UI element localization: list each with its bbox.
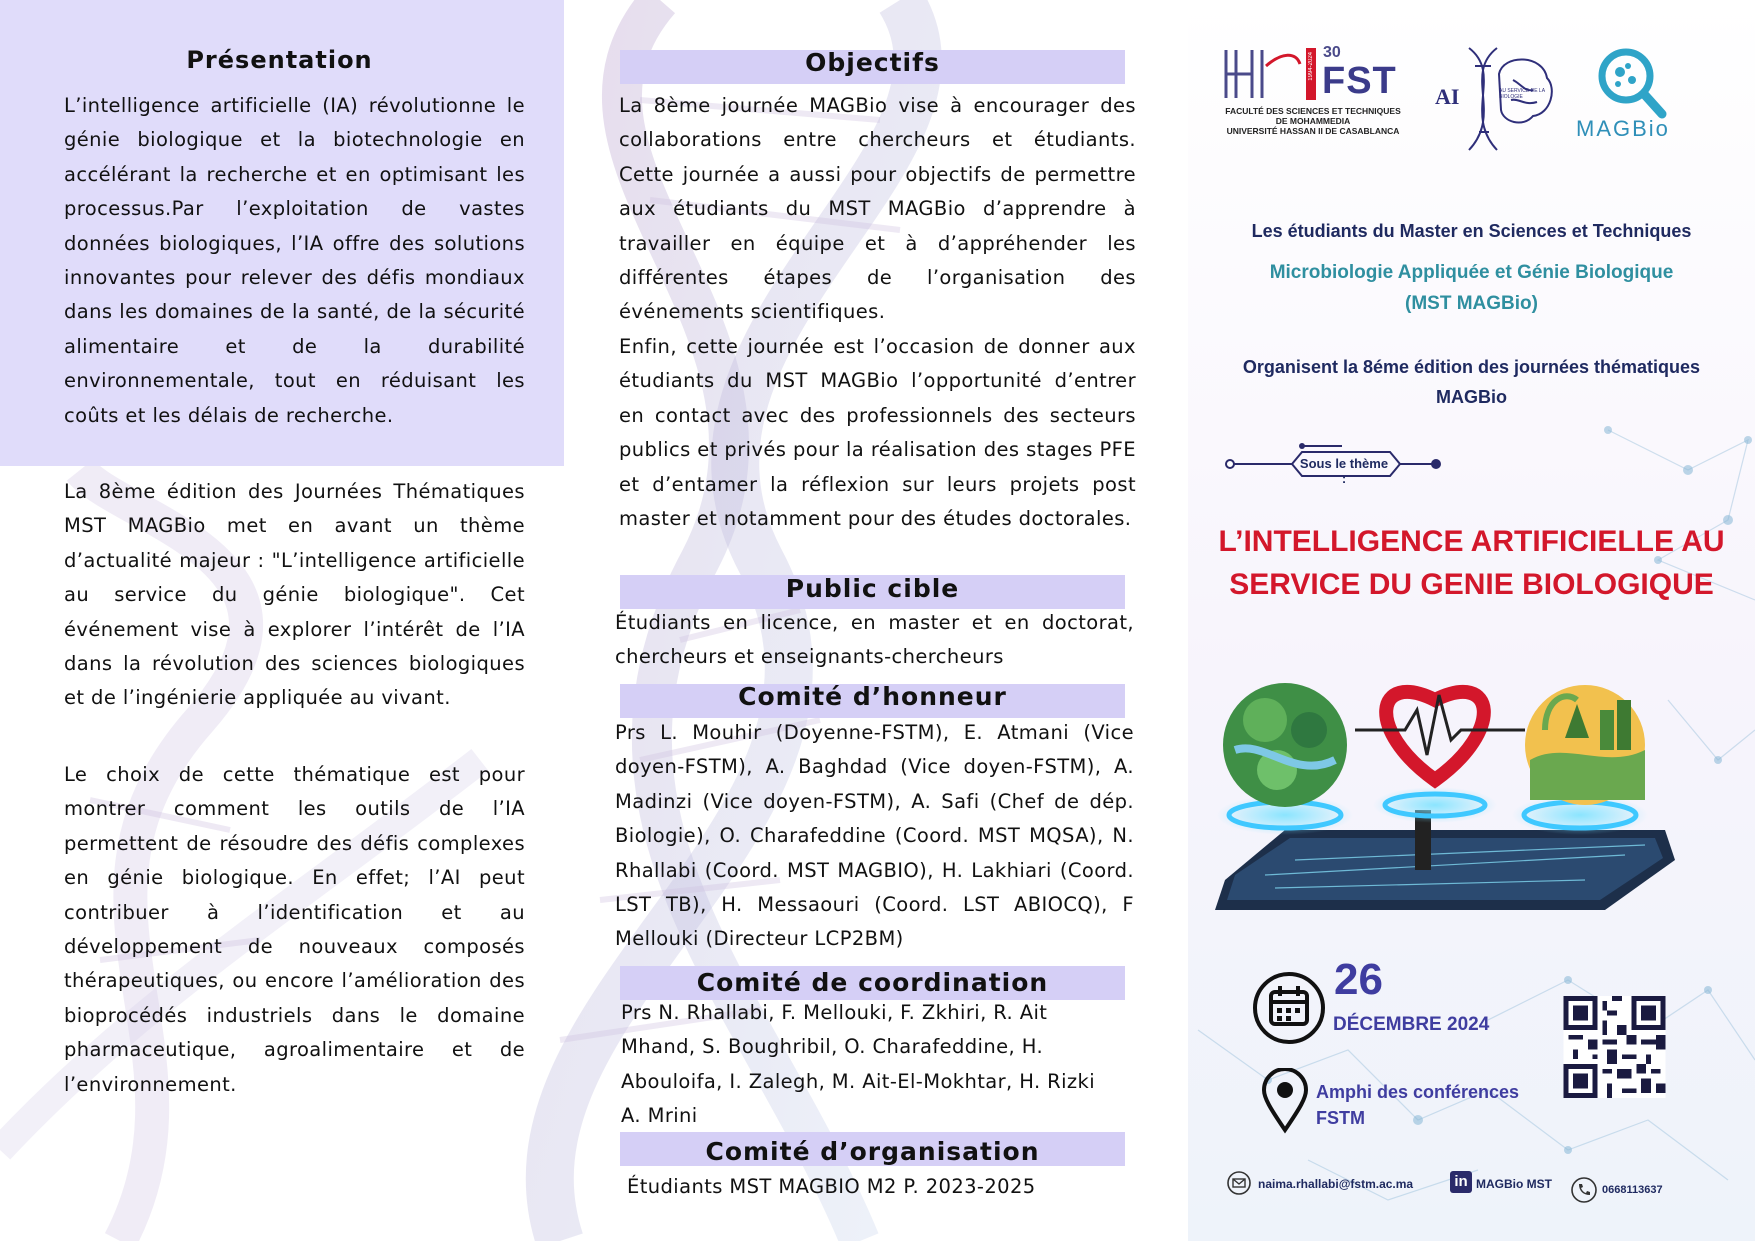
ai-biology-illustration xyxy=(1205,660,1680,925)
fst-years: 1994-2024 xyxy=(1308,52,1314,81)
objectifs-title: Objectifs xyxy=(805,48,940,77)
presentation-paragraph-3: Le choix de cette thématique est pour montrer comment les outils de l’IA permettent de résoudre des défis complexes en génie biologique. En effet; l’AI peut contribuer à l’identification et au développement de nouveaux composés thérapeutiques, ou encore l’amélioration des bioprocédés industriels dans le domaine pharmaceutique, agroalimentaire et de l’environnement. xyxy=(64,763,525,1096)
location-pin-icon xyxy=(1260,1068,1310,1134)
magbio-logo xyxy=(1576,44,1696,144)
public-text: Étudiants en licence, en master et en doctorat, chercheurs et enseignants-chercheurs xyxy=(615,611,1134,669)
cover-program-name: Microbiologie Appliquée et Génie Biologique xyxy=(1269,262,1674,283)
cover-title-line1: L’INTELLIGENCE ARTIFICIELLE AU xyxy=(1218,525,1725,558)
event-venue xyxy=(1316,1079,1519,1131)
presentation-paragraph-2: La 8ème édition des Journées Thématiques MST MAGBio met en avant un thème d’actualité majeur : "L’intelligence artificielle au service du génie biologique". Cet événement vise à explorer l’intérêt de l’IA dans la révolution des sciences biologiques et de l’ingénierie appliquée au vivant. xyxy=(64,480,525,710)
objectifs-paragraph-2: Enfin, cette journée est l’occasion de donner aux étudiants du MST MAGBio l’opportunité d’entrer en contact avec des professionnels des secteurs publics et privés pour la réalisation des stages PFE et d’entamer la réflexion sur leurs projets post master et notamment pour des études doctorales. xyxy=(619,335,1136,531)
coordination-title: Comité de coordination xyxy=(696,968,1049,997)
contact-linkedin[interactable]: MAGBio MST xyxy=(1476,1177,1552,1191)
public-title: Public cible xyxy=(785,574,960,603)
coordination-list xyxy=(621,996,1141,1134)
email-icon xyxy=(1227,1171,1251,1195)
phone-icon xyxy=(1571,1177,1597,1203)
fst-name-line1: FACULTÉ DES SCIENCES ET TECHNIQUES xyxy=(1225,106,1401,116)
honneur-title: Comité d’honneur xyxy=(738,682,1007,711)
magnifier-microbe-icon xyxy=(1594,44,1674,120)
cover-background xyxy=(1188,0,1755,1241)
event-month-year: DÉCEMBRE 2024 xyxy=(1333,1014,1490,1035)
contact-phone[interactable]: 0668113637 xyxy=(1602,1184,1663,1196)
cover-intro-line1: Les étudiants du Master en Sciences et Techniques xyxy=(1251,221,1692,241)
ai-logo-letters: AI xyxy=(1435,84,1460,109)
ai-logo xyxy=(1433,44,1559,154)
cover-intro-line4: Organisent la 8éme édition des journées thématiques xyxy=(1242,357,1701,377)
coordination-line: Mhand, S. Boughribil, O. Charafeddine, H. xyxy=(621,1035,1044,1059)
linkedin-icon: in xyxy=(1450,1171,1472,1193)
cover-intro-line5: MAGBio xyxy=(1436,387,1507,407)
ai-logo-caption: AU SERVICE DE LA BIOLOGIE xyxy=(1499,88,1545,100)
magbio-logo-text: MAGBio xyxy=(1576,116,1670,141)
qr-code[interactable] xyxy=(1561,996,1668,1098)
organisation-title: Comité d’organisation xyxy=(705,1137,1040,1166)
fst-acronym: FST xyxy=(1322,60,1397,102)
theme-label: Sous le thème : xyxy=(1299,456,1389,486)
fst-30-label: 30 xyxy=(1323,44,1341,61)
event-day: 26 xyxy=(1334,955,1383,1004)
presentation-paragraph-1: L’intelligence artificielle (IA) révolutionne le génie biologique et la biotechnologie en accélérant la recherche et en optimisant les processus.Par l’exploitation de vastes données biologiques, l’IA offre des solutions innovantes pour relever des défis mondiaux dans les domaines de la santé, de la sécurité alimentaire et de la durabilité environnementale, tout en réduisant les coûts et les délais de recherche. xyxy=(64,94,525,427)
honneur-text: Prs L. Mouhir (Doyenne-FSTM), E. Atmani (Vice doyen-FSTM), A. Baghdad (Vice doyen-FSTM), A. Madinzi (Vice doyen-FSTM), A. Safi (Chef de dép. Biologie), O. Charafeddine (Coord. MST MQSA), N. Rhallabi (Coord. MST MAGBIO), H. Lakhiari (Coord. LST TB), H. Messaouri (Coord. LST ABIOCQ), F Mellouki (Directeur LCP2BM) xyxy=(615,721,1134,951)
contact-email[interactable]: naima.rhallabi@fstm.ac.ma xyxy=(1258,1177,1414,1191)
fst-logo xyxy=(1222,46,1404,146)
coordination-line: Abouloifa, I. Zalegh, M. Ait-El-Mokhtar, H. Rizki xyxy=(621,1069,1096,1093)
fst-name-line2: DE MOHAMMEDIA xyxy=(1275,116,1351,126)
fst-name-line3: UNIVERSITÉ HASSAN II DE CASABLANCA xyxy=(1226,126,1400,136)
coordination-line: Prs N. Rhallabi, F. Mellouki, F. Zkhiri, R. Ait xyxy=(621,1001,1048,1024)
venue-line1: Amphi des conférences xyxy=(1316,1082,1520,1102)
cover-program-acronym: (MST MAGBio) xyxy=(1405,293,1538,314)
presentation-title: Présentation xyxy=(186,46,373,74)
organisation-text: Étudiants MST MAGBIO M2 P. 2023-2025 xyxy=(627,1175,1036,1198)
objectifs-paragraph-1: La 8ème journée MAGBio vise à encourager des collaborations entre chercheurs et étudiants. Cette journée a aussi pour objectifs de permettre aux étudiants du MST MAGBio d’apprendre à travailler en équipe et à d’appréhender les différentes étapes de l’organisation des événements scientifiques. xyxy=(619,94,1136,324)
coordination-line: A. Mrini xyxy=(621,1104,698,1128)
venue-line2: FSTM xyxy=(1316,1108,1365,1128)
cover-title-line2: SERVICE DU GENIE BIOLOGIQUE xyxy=(1229,568,1714,601)
calendar-icon xyxy=(1251,970,1327,1046)
